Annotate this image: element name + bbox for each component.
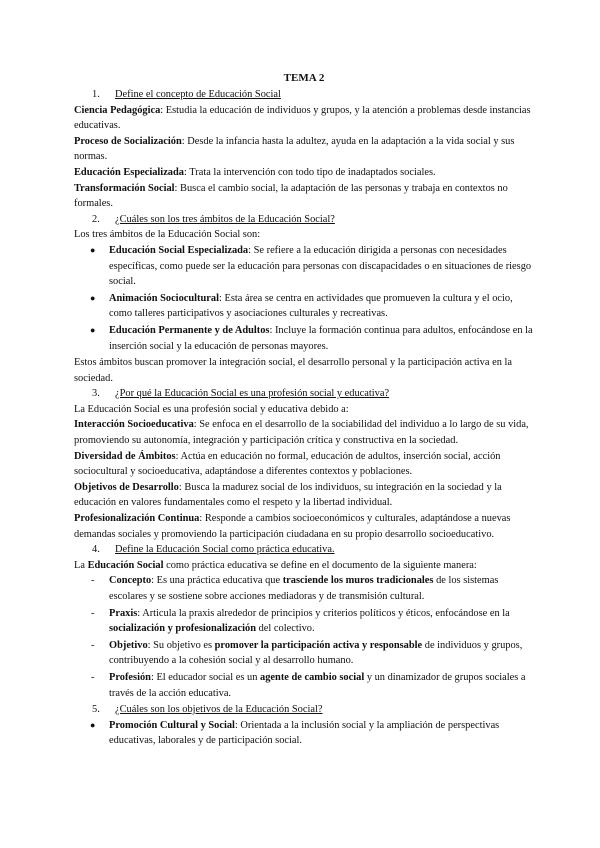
- text-run: : Articula la praxis alrededor de principios y criterios políticos y éticos, enfocándose en la: [137, 607, 510, 619]
- term-description: : Incluye la formación continua para adultos, enfocándose en la inserción social y la educación de personas mayores.: [109, 324, 533, 352]
- term-description: : Trata la intervención con todo tipo de inadaptados sociales.: [183, 166, 436, 178]
- list-item: [74, 670, 534, 701]
- question-number: 2.: [92, 213, 100, 225]
- page-title: TEMA 2: [283, 72, 325, 84]
- definition-item: [74, 181, 534, 212]
- term-description: : Responde a cambios socioeconómicos y culturales, adaptándose a nuevas demandas sociales y promoviendo la participación ciudadana en su propio desarrollo socioeducativo.: [74, 513, 511, 540]
- term-description: : Busca el cambio social, la adaptación de las personas y trabaja en contextos no formales.: [74, 182, 508, 210]
- text-run: : El educador social es un: [150, 671, 261, 683]
- term-description: : Estudia la educación de individuos y grupos, y la atención a problemas desde instancias educativas.: [74, 104, 531, 132]
- dash-icon: -: [91, 671, 95, 683]
- paragraph: Los tres ámbitos de la Educación Social son:: [74, 229, 261, 241]
- term: Ciencia Pedagógica: [74, 104, 161, 116]
- term-description: : Se refiere a la educación dirigida a personas con necesidades específicas, como puede ser la educación para personas con discapacidades o en situaciones de riesgo social.: [109, 244, 532, 288]
- term: Educación Permanente y de Adultos: [109, 324, 270, 336]
- question-text: ¿Por qué la Educación Social es una profesión social y educativa?: [115, 388, 390, 400]
- question-text: Define el concepto de Educación Social: [115, 89, 281, 100]
- list-item: [74, 323, 534, 354]
- definition-item: [74, 103, 534, 134]
- text-run: como práctica educativa se define en el documento de la siguiente manera:: [163, 559, 477, 571]
- definition-item: [74, 511, 534, 542]
- bullet-icon: ●: [90, 719, 96, 730]
- paragraph: Estos ámbitos buscan promover la integración social, el desarrollo personal y la participación activa en la sociedad.: [74, 357, 512, 384]
- term: Profesionalización Continua: [74, 513, 200, 525]
- list-item: [74, 243, 534, 290]
- term: Animación Sociocultural: [109, 292, 219, 304]
- dash-icon: -: [91, 575, 95, 587]
- term: Concepto: [109, 575, 152, 587]
- question-1-heading: [74, 87, 534, 103]
- text-run: : Es una práctica educativa que: [151, 575, 283, 587]
- text-run: de los sistemas escolares y se sostiene sobre acciones mediadoras y de transmisión cultural.: [109, 575, 499, 602]
- term: Objetivo: [109, 639, 148, 651]
- definition-item: [74, 134, 534, 165]
- emphasis: agente de cambio social: [260, 671, 365, 683]
- question-4-heading: [74, 542, 534, 558]
- question-3-heading: [74, 386, 534, 402]
- question-text: Define la Educación Social como práctica educativa.: [115, 544, 335, 556]
- term: Proceso de Socialización: [74, 135, 182, 147]
- text-run: del colectivo.: [256, 623, 315, 635]
- term: Educación Social: [87, 559, 164, 571]
- paragraph: La Educación Social es una profesión social y educativa debido a:: [74, 403, 349, 415]
- term-description: : Actúa en educación no formal, educación de adultos, inserción social, acción sociocultural y socioeducativa, adaptándose a diferentes contextos y poblaciones.: [74, 450, 501, 478]
- term-description: : Esta área se centra en actividades que promueven la cultura y el ocio, como talleres participativos y asociaciones culturales y recreativas.: [109, 292, 513, 320]
- text-run: de individuos y grupos, contribuyendo a la cohesión social y al desarrollo humano.: [109, 639, 523, 667]
- bullet-icon: ●: [90, 244, 96, 255]
- list-item: [74, 291, 534, 322]
- question-text: ¿Cuáles son los objetivos de la Educación Social?: [115, 704, 323, 716]
- paragraph: [74, 558, 534, 574]
- emphasis: promover la participación activa y responsable: [214, 639, 423, 651]
- bullet-list: [74, 718, 534, 749]
- term: Profesión: [109, 671, 151, 683]
- question-2-heading: [74, 212, 534, 228]
- definition-item: [74, 480, 534, 511]
- term: Educación Social Especializada: [109, 244, 249, 256]
- term: Objetivos de Desarrollo: [74, 481, 179, 493]
- term-description: : Busca la madurez social de los individuos, su integración en la sociedad y la educación en valores fundamentales como el respeto y la libertad individual.: [74, 481, 502, 509]
- definition-item: [74, 417, 534, 448]
- bullet-icon: ●: [90, 292, 96, 303]
- text-run: y un dinamizador de grupos sociales a través de la acción educativa.: [109, 671, 526, 699]
- term-description: : Orientada a la inclusión social y la ampliación de perspectivas educativas, laborales y de participación social.: [109, 719, 500, 747]
- term-description: : Desde la infancia hasta la adultez, ayuda en la adaptación a la vida social y sus normas.: [74, 135, 515, 163]
- emphasis: socialización y profesionalización: [109, 623, 257, 635]
- dash-icon: -: [91, 639, 95, 651]
- bullet-list: [74, 243, 534, 354]
- text-run: : Su objetivo es: [147, 639, 215, 651]
- term: Diversidad de Ámbitos: [74, 450, 176, 462]
- term: Educación Especializada: [74, 166, 184, 178]
- definition-item: [74, 165, 534, 181]
- bullet-icon: ●: [90, 324, 96, 335]
- list-item: [74, 718, 534, 749]
- term: Promoción Cultural y Social: [109, 719, 235, 731]
- list-item: [74, 573, 534, 604]
- term-description: : Se enfoca en el desarrollo de la sociabilidad del individuo a lo largo de su vida, promoviendo su autonomía, integración y participación crítica y constructiva en la sociedad.: [74, 419, 529, 447]
- question-number: 3.: [92, 388, 100, 400]
- term: Interacción Socioeducativa: [74, 419, 194, 431]
- question-text: ¿Cuáles son los tres ámbitos de la Educación Social?: [115, 213, 335, 225]
- question-number: 4.: [92, 544, 100, 556]
- dash-list: [74, 573, 534, 701]
- definition-item: [74, 449, 534, 480]
- list-item: [74, 606, 534, 637]
- question-5-heading: [74, 702, 534, 718]
- list-item: [74, 638, 534, 669]
- term: Praxis: [109, 607, 138, 619]
- dash-icon: -: [91, 607, 95, 619]
- emphasis: trasciende los muros tradicionales: [282, 575, 434, 587]
- question-number: 5.: [92, 704, 100, 716]
- document-content: [74, 71, 534, 750]
- question-number: 1.: [92, 89, 100, 100]
- term: Transformación Social: [74, 182, 175, 194]
- text-run: La: [74, 559, 88, 571]
